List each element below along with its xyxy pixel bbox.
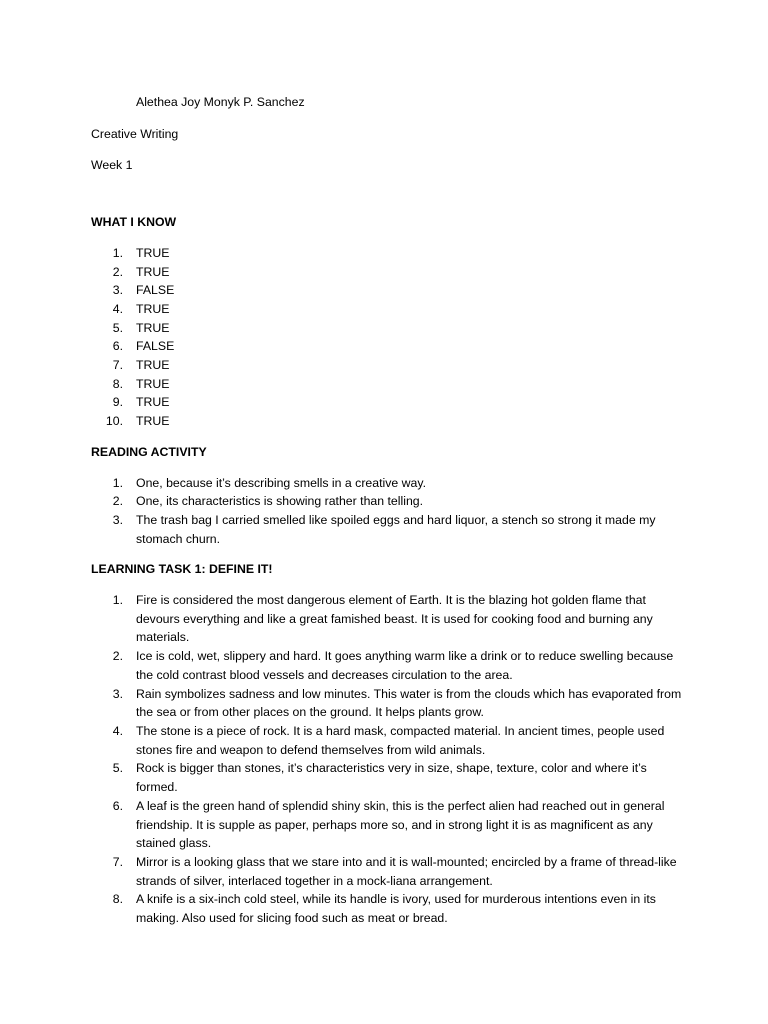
list-item [91, 759, 691, 796]
item-text: FALSE [136, 339, 175, 354]
author-name: Alethea Joy Monyk P. Sanchez [136, 95, 305, 109]
item-number: 10. [105, 414, 123, 429]
item-text: Rock is bigger than stones, it’s characteristics very in size, shape, texture, color and where it’s formed. [136, 761, 647, 795]
list-item [91, 647, 691, 684]
list-item [91, 797, 691, 853]
list-item [91, 263, 691, 282]
item-text: Ice is cold, wet, slippery and hard. It goes anything warm like a drink or to reduce swelling because the cold contrast blood vessels and decreases circulation to the area. [136, 649, 674, 682]
list-item [91, 511, 691, 548]
list-item [91, 890, 691, 927]
item-number: 6. [112, 339, 123, 354]
section-heading: WHAT I KNOW [91, 215, 177, 230]
list-item [91, 492, 691, 511]
list-item [91, 393, 691, 412]
document-body [91, 93, 691, 940]
item-text: TRUE [136, 358, 170, 373]
answer-list [91, 591, 691, 928]
item-number: 2. [112, 649, 123, 664]
item-number: 6. [112, 798, 123, 813]
answer-list [91, 474, 691, 549]
item-text: TRUE [136, 376, 170, 391]
list-item [91, 474, 691, 493]
list-item [91, 722, 691, 759]
item-number: 9. [112, 395, 123, 410]
list-item [91, 244, 691, 263]
spacer [91, 188, 691, 213]
list-item [91, 300, 691, 319]
item-number: 5. [112, 320, 123, 335]
item-number: 7. [112, 358, 123, 373]
answer-list [91, 244, 691, 431]
item-text: TRUE [136, 245, 170, 260]
item-number: 7. [112, 854, 123, 869]
section-learning-task-1 [91, 560, 691, 927]
list-item [91, 853, 691, 890]
item-text: Fire is considered the most dangerous element of Earth. It is the blazing hot golden flame that devours everything and like a great famished beast. It is used for cooking food and burning any materials. [136, 593, 653, 645]
item-number: 2. [112, 264, 123, 279]
item-text: Rain symbolizes sadness and low minutes. This water is from the clouds which has evaporated from the sea or from other places on the ground. It helps plants grow. [136, 686, 682, 720]
list-item [91, 591, 691, 647]
item-number: 8. [112, 892, 123, 907]
item-text: A knife is a six-inch cold steel, while its handle is ivory, used for murderous intentions even in its making. Also used for slicing food such as meat or bread. [136, 892, 656, 926]
item-text: A leaf is the green hand of splendid shiny skin, this is the perfect alien had reached out in general friendship. It is supple as paper, perhaps more so, and in strong light it is as magnificent as any stained glass. [136, 798, 665, 851]
item-number: 3. [112, 283, 123, 298]
week-line: Week 1 [91, 158, 133, 173]
item-text: Mirror is a looking glass that we stare into and it is wall-mounted; encircled by a frame of thread-like strands of silver, interlaced together in a mock-liana arrangement. [136, 854, 677, 888]
item-text: TRUE [136, 301, 170, 316]
section-what-i-know [91, 213, 691, 431]
subject-line: Creative Writing [91, 126, 179, 141]
item-number: 4. [112, 723, 123, 738]
section-heading: LEARNING TASK 1: DEFINE IT! [91, 562, 273, 577]
item-text: One, its characteristics is showing rather than telling. [136, 494, 424, 509]
item-text: The stone is a piece of rock. It is a hard mask, compacted material. In ancient times, people used stones fire and weapon to defend themselves from wild animals. [136, 723, 665, 757]
item-text: One, because it’s describing smells in a creative way. [136, 475, 427, 490]
item-number: 3. [112, 686, 123, 701]
item-text: TRUE [136, 395, 170, 410]
list-item [91, 337, 691, 356]
section-heading: READING ACTIVITY [91, 444, 207, 459]
item-number: 5. [112, 761, 123, 776]
item-number: 2. [112, 494, 123, 509]
item-number: 3. [112, 512, 123, 527]
item-number: 1. [112, 593, 123, 608]
item-number: 4. [112, 301, 123, 316]
section-reading-activity [91, 443, 691, 549]
item-text: TRUE [136, 320, 170, 335]
item-text: TRUE [136, 264, 170, 279]
item-text: TRUE [136, 414, 170, 429]
list-item [91, 281, 691, 300]
list-item [91, 356, 691, 375]
item-number: 8. [112, 376, 123, 391]
list-item [91, 412, 691, 431]
item-text: FALSE [136, 283, 175, 298]
item-number: 1. [112, 475, 123, 490]
item-number: 1. [112, 245, 123, 260]
list-item [91, 319, 691, 338]
item-text: The trash bag I carried smelled like spoiled eggs and hard liquor, a stench so strong it made my stomach churn. [136, 512, 656, 546]
list-item [91, 685, 691, 722]
list-item [91, 375, 691, 394]
